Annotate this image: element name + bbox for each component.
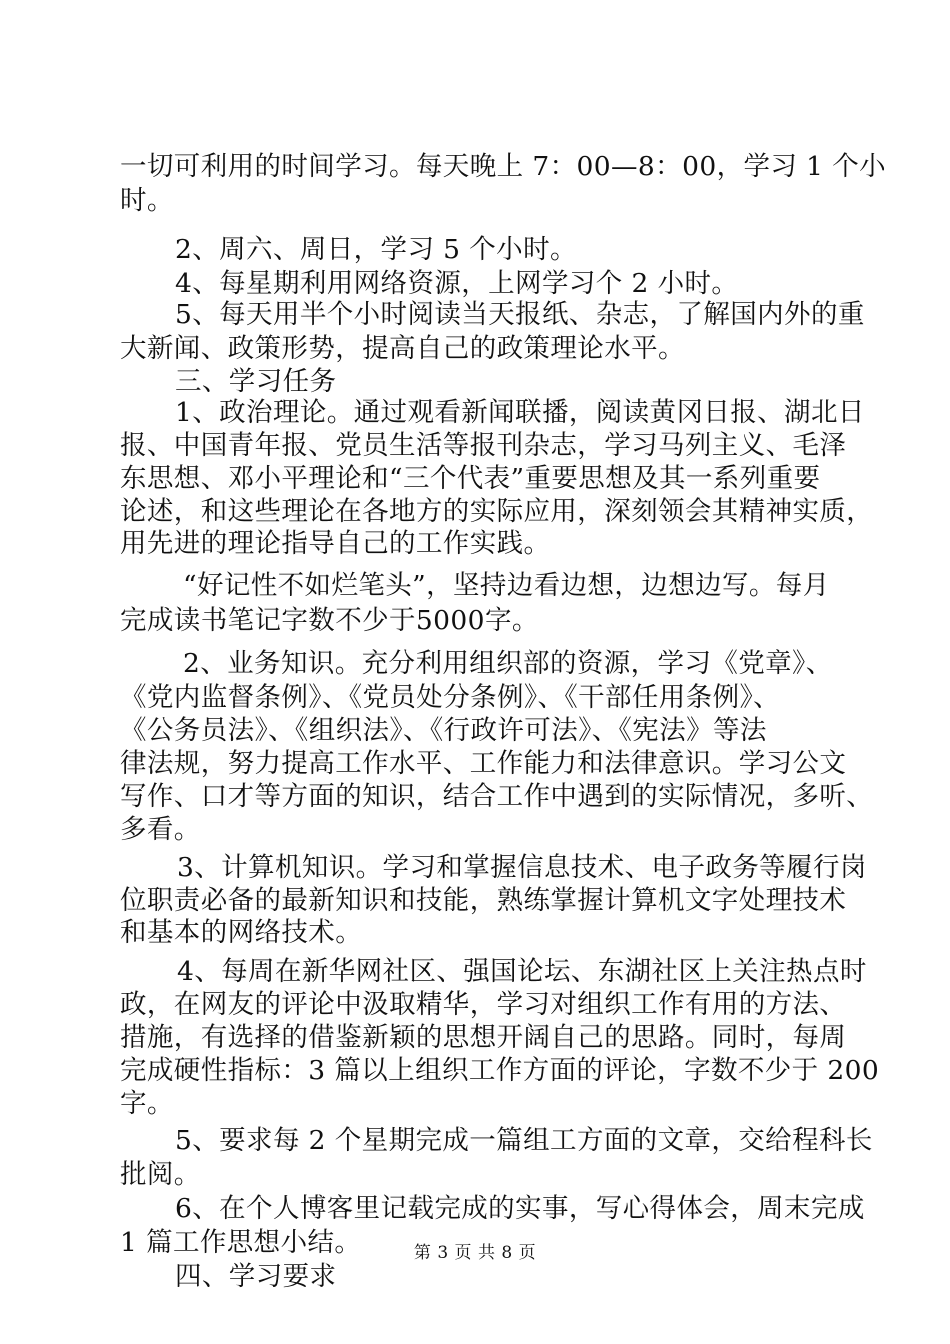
text-line: 律法规，努力提高工作水平、工作能力和法律意识。学习公文 (120, 748, 847, 779)
text-line: 6、在个人博客里记载完成的实事，写心得体会，周末完成 (175, 1193, 865, 1224)
section-heading: 四、学习要求 (175, 1261, 337, 1292)
page-number-footer: 第 3 页 共 8 页 (413, 1243, 537, 1263)
text-line: 1 篇工作思想小结。 (120, 1227, 362, 1258)
text-line: 用先进的理论指导自己的工作实践。 (120, 528, 551, 559)
section-heading: 三、学习任务 (175, 366, 337, 397)
text-line: 完成硬性指标：3 篇以上组织工作方面的评论，字数不少于 200 (120, 1055, 880, 1086)
text-line: 措施，有选择的借鉴新颖的思想开阔自己的思路。同时，每周 (120, 1022, 847, 1053)
text-line: 2、周六、周日，学习 5 个小时。 (175, 234, 577, 265)
text-line: 时。 (120, 185, 174, 216)
text-line: 写作、口才等方面的知识，结合工作中遇到的实际情况，多听、 (120, 781, 874, 812)
text-line: 位职责必备的最新知识和技能，熟练掌握计算机文字处理技术 (120, 885, 847, 916)
text-line: 东思想、邓小平理论和“三个代表”重要思想及其一系列重要 (120, 463, 821, 494)
text-line: 3、计算机知识。学习和掌握信息技术、电子政务等履行岗 (177, 852, 867, 883)
text-line: “好记性不如烂笔头”，坚持边看边想，边想边写。每月 (183, 570, 830, 601)
text-line: 5、要求每 2 个星期完成一篇组工方面的文章，交给程科长 (175, 1125, 873, 1156)
text-line: 1、政治理论。通过观看新闻联播，阅读黄冈日报、湖北日 (175, 397, 865, 428)
text-line: 报、中国青年报、党员生活等报刊杂志，学习马列主义、毛泽 (120, 430, 847, 461)
text-line: 4、每周在新华网社区、强国论坛、东湖社区上关注热点时 (177, 956, 867, 987)
text-line: 《公务员法》、《组织法》、《行政许可法》、《宪法》等法 (120, 715, 767, 746)
text-line: 2、业务知识。充分利用组织部的资源，学习《党章》、 (183, 648, 833, 679)
text-line: 论述，和这些理论在各地方的实际应用，深刻领会其精神实质， (120, 496, 874, 527)
text-line: 4、每星期利用网络资源，上网学习个 2 小时。 (175, 268, 739, 299)
text-line: 字。 (120, 1088, 174, 1119)
text-line: 5、每天用半个小时阅读当天报纸、杂志，了解国内外的重 (175, 299, 865, 330)
text-line: 多看。 (120, 814, 201, 845)
text-line: 大新闻、政策形势，提高自己的政策理论水平。 (120, 333, 685, 364)
text-line: 一切可利用的时间学习。每天晚上 7：00—8：00，学习 1 个小 (120, 151, 886, 182)
text-line: 和基本的网络技术。 (120, 917, 363, 948)
text-line: 《党内监督条例》、《党员处分条例》、《干部任用条例》、 (120, 682, 781, 713)
text-line: 完成读书笔记字数不少于5000字。 (120, 605, 539, 636)
text-line: 政，在网友的评论中汲取精华，学习对组织工作有用的方法、 (120, 989, 847, 1020)
text-line: 批阅。 (120, 1159, 201, 1190)
